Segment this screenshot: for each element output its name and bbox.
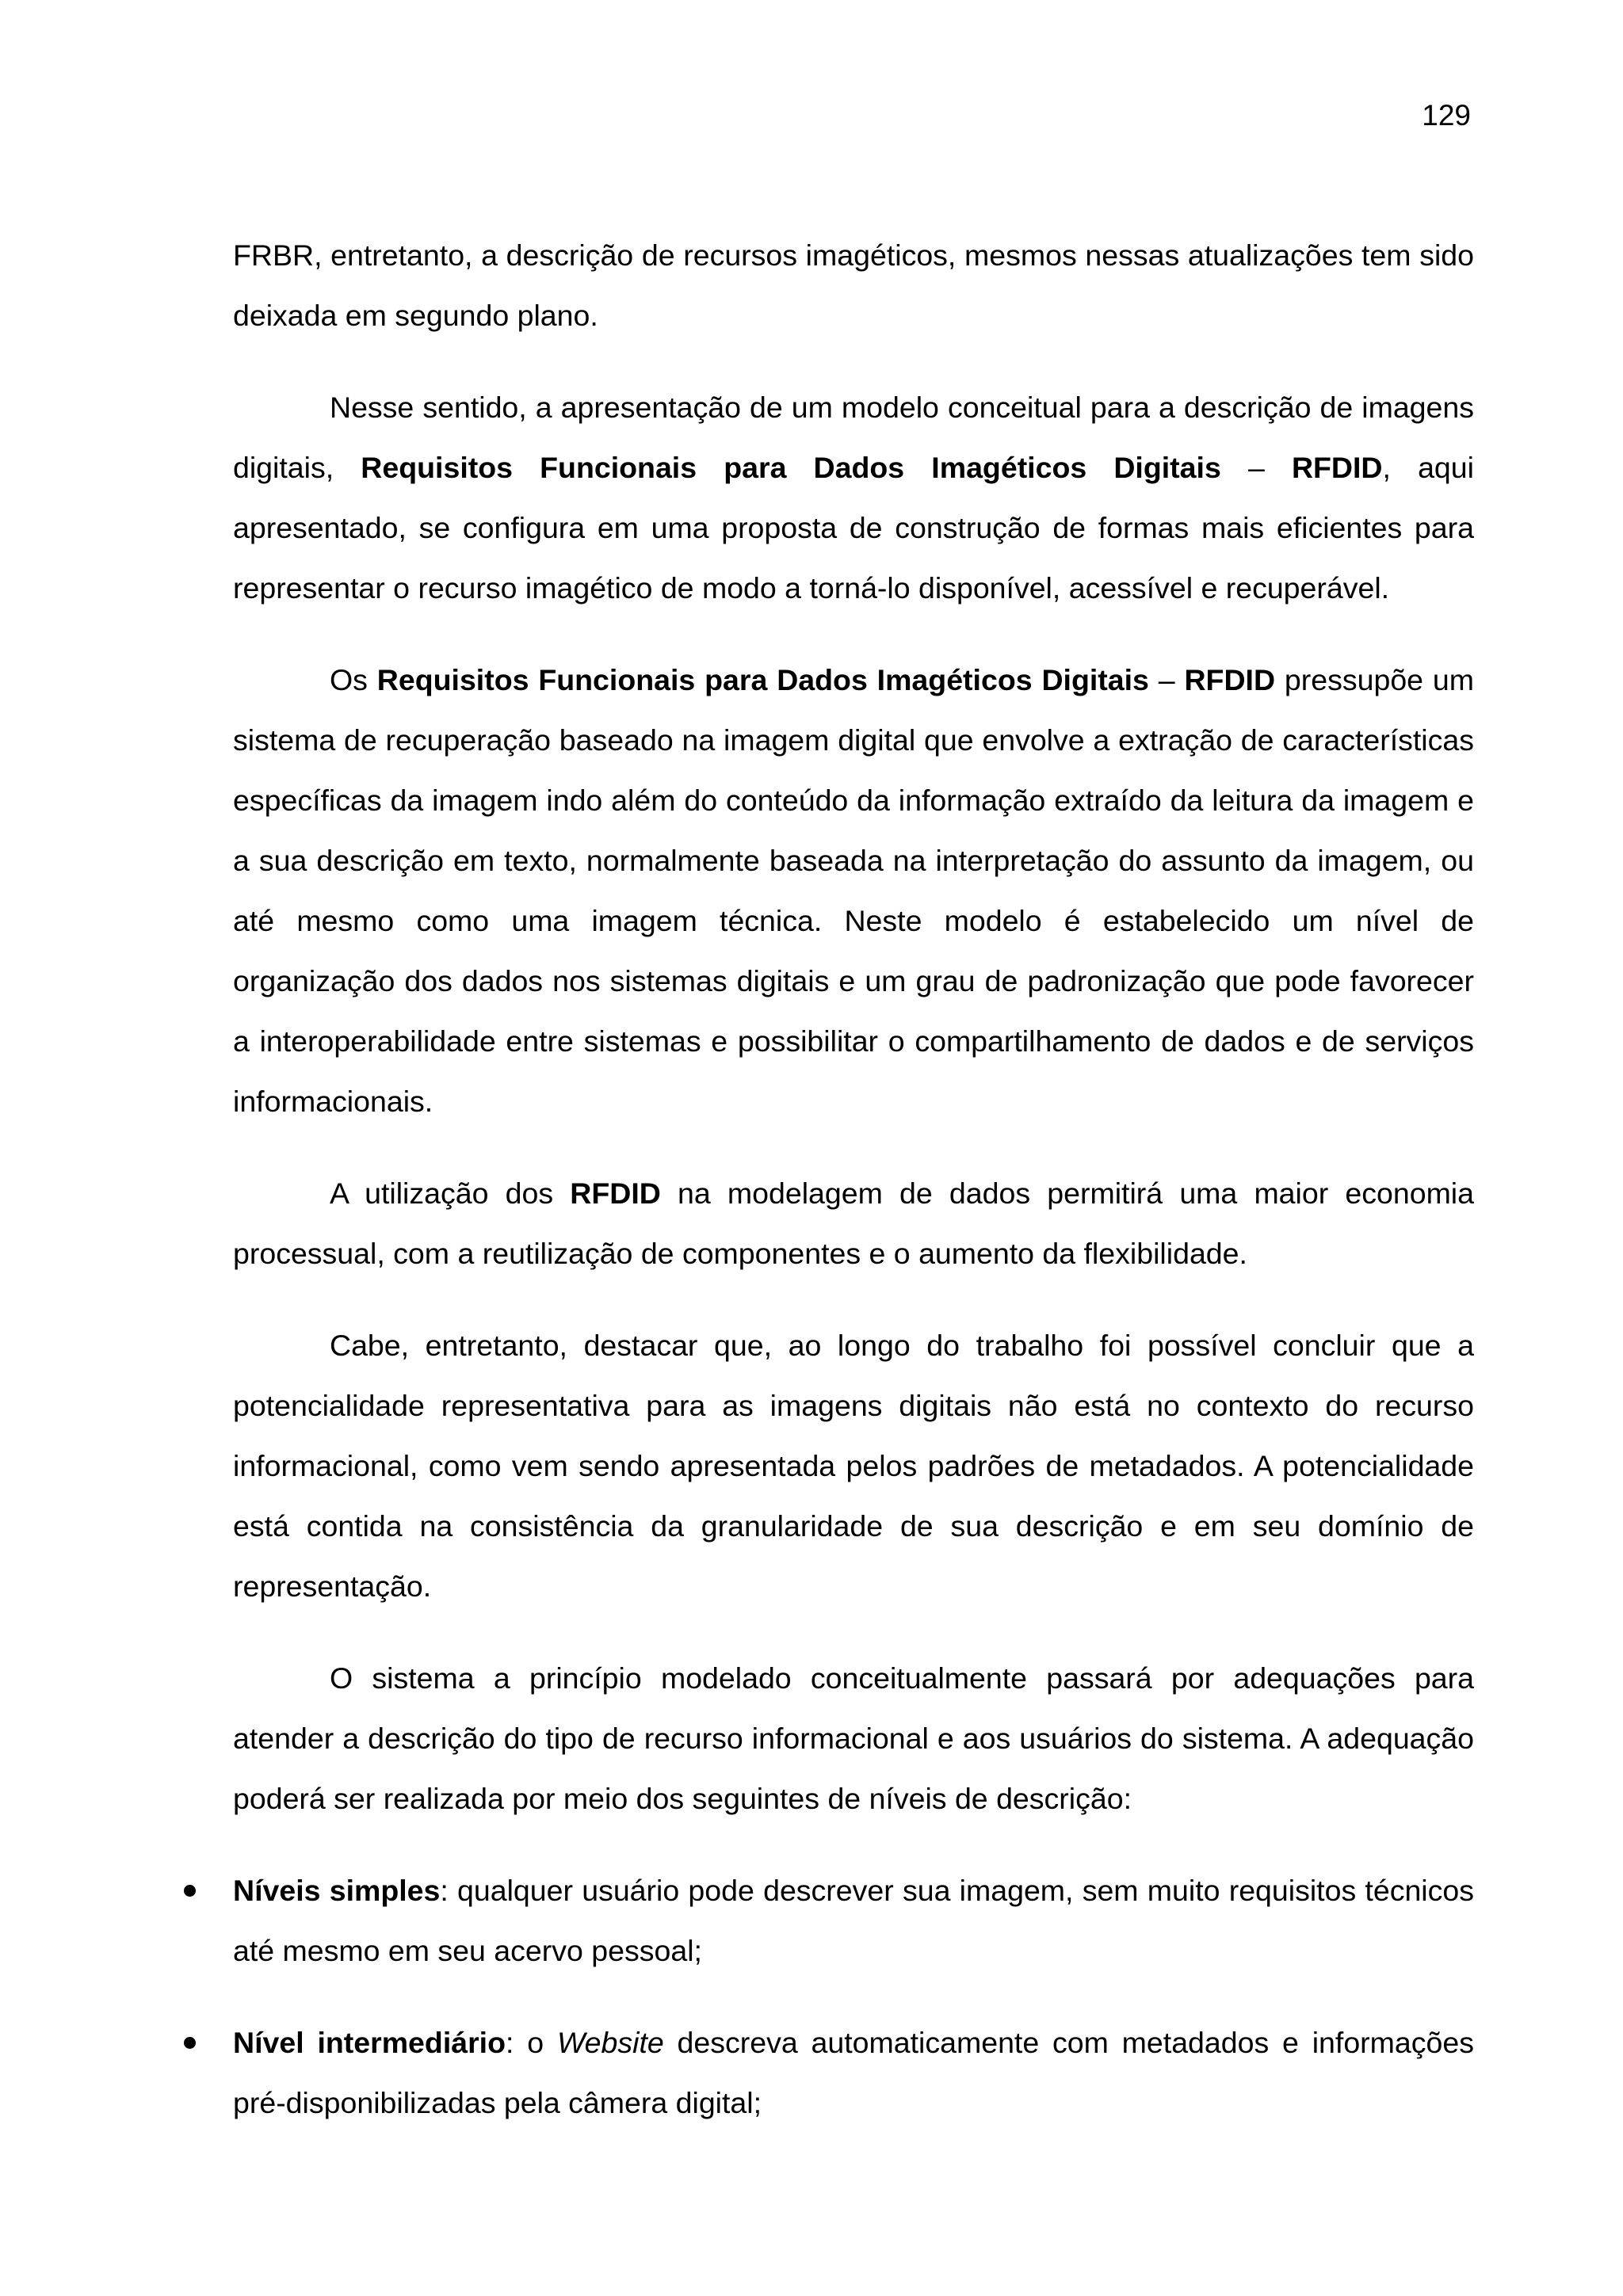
paragraph-4-text-b: na modelagem de dados permitirá uma maior economia processual, com a reutilização de componentes e o aumento da flexibilidade. [233,1177,1474,1270]
list-item-text-a: : o [506,2026,557,2059]
list-item-italic: Website [556,2026,664,2059]
term-rfdid: RFDID [1291,451,1383,484]
description-levels-list [233,1860,1474,2133]
list-item [233,2012,1474,2133]
body-text [233,225,1474,2164]
term-rfdid: RFDID [570,1177,661,1210]
bullet-icon [184,1885,196,1897]
paragraph-2-dash: – [1220,451,1292,484]
paragraph-3-text-b: pressupõe um sistema de recuperação baseado na imagem digital que envolve a extração de características específicas da imagem indo além do conteúdo da informação extraído da leitura da imagem e a sua descrição em texto, normalmente baseada na interpretação do assunto da imagem, ou até mesmo como uma imagem técnica. Neste modelo é estabelecido um nível de organização dos dados nos sistemas digitais e um grau de padronização que pode favorecer a interoperabilidade entre sistemas e possibilitar o compartilhamento de dados e de serviços informacionais. [233,663,1474,1118]
paragraph-2-text-a: Nesse sentido, a apresentação de um modelo conceitual para a descrição de imagens digitais, [233,391,1474,484]
paragraph-1-text: FRBR, entretanto, a descrição de recursos imagéticos, mesmos nessas atualizações tem sido deixada em segundo plano. [233,238,1474,332]
term-rfdid-full: Requisitos Funcionais para Dados Imagéticos Digitais [376,663,1149,696]
paragraph-6-text: O sistema a princípio modelado conceitualmente passará por adequações para atender a descrição do tipo de recurso informacional e aos usuários do sistema. A adequação poderá ser realizada por meio dos seguintes de níveis de descrição: [233,1661,1474,1815]
list-item-text-b: descreva automaticamente com metadados e informações pré-disponibilizadas pela câmera digital; [233,2026,1474,2119]
paragraph-5-text: Cabe, entretanto, destacar que, ao longo do trabalho foi possível concluir que a potencialidade representativa para as imagens digitais não está no contexto do recurso informacional, como vem sendo apresentada pelos padrões de metadados. A potencialidade está contida na consistência da granularidade de sua descrição e em seu domínio de representação. [233,1329,1474,1603]
list-item-text: : qualquer usuário pode descrever sua imagem, sem muito requisitos técnicos até mesmo em seu acervo pessoal; [233,1874,1474,1967]
paragraph-2 [233,377,1474,618]
paragraph-5 [233,1315,1474,1616]
term-rfdid: RFDID [1184,663,1276,696]
paragraph-4 [233,1163,1474,1283]
paragraph-1 [233,225,1474,345]
bullet-icon [184,2037,196,2049]
list-item-term: Níveis simples [233,1874,441,1907]
list-item-term: Nível intermediário [233,2026,506,2059]
page-number: 129 [1422,99,1471,132]
paragraph-2-text-b: , aqui apresentado, se configura em uma proposta de construção de formas mais eficientes para representar o recurso imagético de modo a torná-lo disponível, acessível e recuperável. [233,451,1474,605]
list-item [233,1860,1474,1981]
term-rfdid-full: Requisitos Funcionais para Dados Imagéticos Digitais [361,451,1221,484]
paragraph-6 [233,1648,1474,1829]
paragraph-4-text-a: A utilização dos [330,1177,571,1210]
paragraph-3 [233,650,1474,1131]
paragraph-3-dash: – [1148,663,1185,696]
paragraph-3-text-a: Os [330,663,377,696]
